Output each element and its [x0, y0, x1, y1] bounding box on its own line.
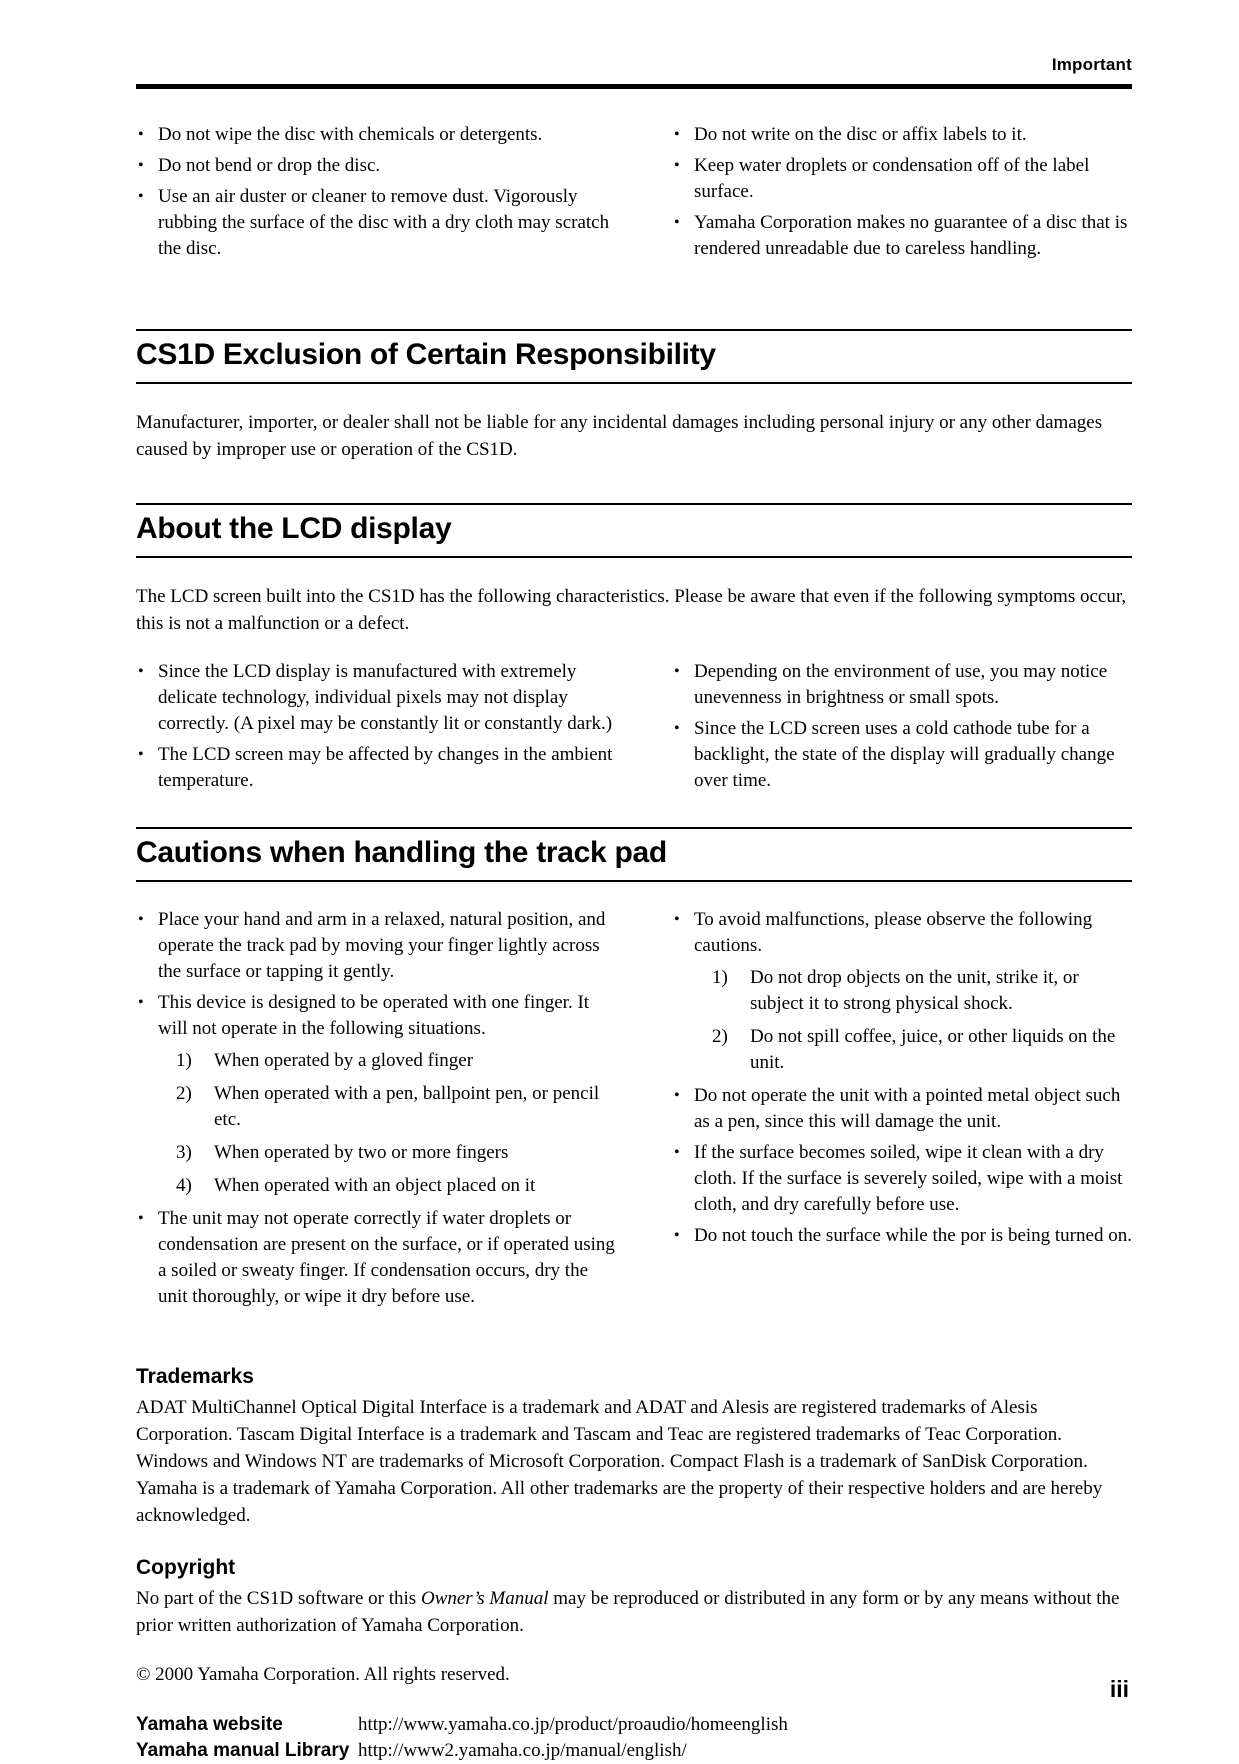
sublist-item-number: 2) — [712, 1026, 728, 1047]
list-item — [136, 122, 616, 148]
bullet-icon: • — [138, 994, 144, 1011]
bullet-icon: • — [138, 746, 144, 763]
sublist-item-text: When operated with a pen, ballpoint pen, or pencil etc. — [214, 1083, 600, 1130]
manual-library-url-link[interactable]: http://www2.yamaha.co.jp/manual/english/ — [358, 1740, 687, 1761]
list-item — [136, 153, 616, 179]
bullet-icon: • — [138, 126, 144, 143]
link-row — [136, 1712, 1132, 1738]
list-item-text: Use an air duster or cleaner to remove dust. Vigorously rubbing the surface of the disc with a dry cloth may scratch the disc. — [158, 186, 610, 259]
bullet-icon: • — [138, 663, 144, 680]
link-label: Yamaha website — [136, 1714, 283, 1735]
trackpad-section-heading — [136, 827, 1132, 882]
sublist-item-text: When operated by a gloved finger — [214, 1050, 474, 1071]
sublist-item-text: Do not drop objects on the unit, strike it, or subject it to strong physical shock. — [750, 967, 1079, 1014]
list-item-text: Yamaha Corporation makes no guarantee of a disc that is rendered unreadable due to careless handling. — [694, 212, 1128, 259]
sublist-item-number: 2) — [176, 1083, 192, 1104]
link-row — [136, 1738, 1132, 1764]
sublist-item-number: 1) — [712, 967, 728, 988]
list-item-text: To avoid malfunctions, please observe the following cautions. — [694, 909, 1093, 956]
lcd-intro: The LCD screen built into the CS1D has the following characteristics. Please be aware that even if the following symptoms occur, this is not a malfunction or a defect. — [136, 586, 1127, 634]
trademarks-title: Trademarks — [136, 1365, 254, 1388]
list-item — [672, 153, 1132, 205]
list-item — [136, 184, 616, 262]
sublist-item-number: 1) — [176, 1050, 192, 1071]
copyright-body-pre: No part of the CS1D software or this — [136, 1588, 421, 1609]
list-item — [672, 907, 1132, 1076]
section-title: CS1D Exclusion of Certain Responsibility — [136, 338, 716, 371]
sublist-item-number: 3) — [176, 1142, 192, 1163]
disc-care-right-list — [672, 122, 1132, 267]
sublist-item — [712, 965, 1132, 1017]
sublist-item — [176, 1081, 616, 1133]
list-item — [136, 659, 616, 737]
sublist-item-text: Do not spill coffee, juice, or other liquids on the unit. — [750, 1026, 1116, 1073]
list-item-text: The unit may not operate correctly if water droplets or condensation are present on the surface, or if operated using a soiled or sweaty finger. If condensation occurs, dry the unit thoroughly, or wipe it dry before use. — [158, 1208, 615, 1307]
trackpad-bullets — [136, 907, 1132, 1315]
bullet-icon: • — [138, 911, 144, 928]
sublist-item — [176, 1173, 616, 1199]
list-item-text: The LCD screen may be affected by changes in the ambient temperature. — [158, 744, 613, 791]
page-header — [136, 55, 1132, 89]
bullet-icon: • — [674, 1144, 680, 1161]
disc-care-left-list — [136, 122, 616, 267]
exclusion-section-heading — [136, 329, 1132, 384]
bullet-icon: • — [138, 1210, 144, 1227]
bullet-icon: • — [674, 663, 680, 680]
sublist-item-number: 4) — [176, 1175, 192, 1196]
list-item-text: Since the LCD screen uses a cold cathode tube for a backlight, the state of the display will gradually change over time. — [694, 718, 1115, 791]
page-header-label: Important — [1051, 55, 1132, 74]
list-item-text: This device is designed to be operated with one finger. It will not operate in the following situations. — [158, 992, 590, 1039]
list-item-text: Depending on the environment of use, you may notice unevenness in brightness or small spots. — [694, 661, 1108, 708]
sublist-item-text: When operated by two or more fingers — [214, 1142, 509, 1163]
bullet-icon: • — [674, 126, 680, 143]
lcd-right-list — [672, 659, 1132, 799]
list-item — [672, 716, 1132, 794]
list-item-text: Do not wipe the disc with chemicals or detergents. — [158, 124, 543, 145]
list-item-text: Keep water droplets or condensation off of the label surface. — [694, 155, 1090, 202]
links-block — [136, 1712, 1132, 1764]
sublist-item-text: When operated with an object placed on it — [214, 1175, 536, 1196]
list-item-text: Do not write on the disc or affix labels to it. — [694, 124, 1027, 145]
exclusion-body: Manufacturer, importer, or dealer shall not be liable for any incidental damages including personal injury or any other damages caused by improper use or operation of the CS1D. — [136, 412, 1103, 460]
lcd-left-list — [136, 659, 616, 799]
list-item — [672, 210, 1132, 262]
bullet-icon: • — [674, 1227, 680, 1244]
copyright-body-post: may be reproduced or distributed in any form or by any means without the prior written authorization of Yamaha Corporation. — [136, 1588, 1120, 1636]
trademarks-body: ADAT MultiChannel Optical Digital Interface is a trademark and ADAT and Alesis are registered trademarks of Alesis Corporation. Tascam Digital Interface is a trademark and Tascam and Teac are registered trademarks of Teac Corporation. Windows and Windows NT are trademarks of Microsoft Corporation. Compact Flash is a trademark of SanDisk Corporation. Yamaha is a trademark of Yamaha Corporation. All other trademarks are the property of their respective holders and are hereby acknowledged. — [136, 1397, 1103, 1526]
lcd-section-heading — [136, 503, 1132, 558]
list-item-text: Do not bend or drop the disc. — [158, 155, 381, 176]
list-item-text: Place your hand and arm in a relaxed, natural position, and operate the track pad by moving your finger lightly across the surface or tapping it gently. — [158, 909, 606, 982]
list-item — [672, 1223, 1132, 1249]
manual-name-italic: Owner’s Manual — [420, 1588, 549, 1609]
bullet-icon: • — [138, 188, 144, 205]
section-title: Cautions when handling the track pad — [136, 836, 667, 869]
list-item-text: Since the LCD display is manufactured with extremely delicate technology, individual pixels may not display correctly. (A pixel may be constantly lit or constantly dark.) — [158, 661, 613, 734]
lcd-bullets — [136, 659, 1132, 799]
sublist-item — [176, 1048, 616, 1074]
copyright-body — [136, 1585, 1132, 1639]
trackpad-left-list — [136, 907, 616, 1315]
sublist-item — [176, 1140, 616, 1166]
disc-care-section — [136, 122, 1132, 267]
list-item — [672, 1140, 1132, 1218]
numbered-sublist — [176, 1048, 616, 1199]
list-item — [136, 907, 616, 985]
copyright-title: Copyright — [136, 1556, 236, 1579]
bullet-icon: • — [674, 214, 680, 231]
website-url-link[interactable]: http://www.yamaha.co.jp/product/proaudio/homeenglish — [358, 1714, 788, 1735]
bullet-icon: • — [674, 1087, 680, 1104]
trackpad-right-list — [672, 907, 1132, 1315]
list-item-text: Do not touch the surface while the por is being turned on. — [694, 1225, 1132, 1246]
list-item — [136, 990, 616, 1199]
sublist-item — [712, 1024, 1132, 1076]
link-label: Yamaha manual Library — [136, 1740, 350, 1761]
list-item — [672, 659, 1132, 711]
list-item — [136, 742, 616, 794]
list-item-text: If the surface becomes soiled, wipe it clean with a dry cloth. If the surface is severely soiled, wipe with a moist cloth, and dry carefully before use. — [694, 1142, 1123, 1215]
section-title: About the LCD display — [136, 512, 452, 545]
numbered-sublist — [712, 965, 1132, 1076]
bullet-icon: • — [138, 157, 144, 174]
page-number: iii — [1109, 1676, 1129, 1702]
bullet-icon: • — [674, 157, 680, 174]
list-item — [136, 1206, 616, 1310]
bullet-icon: • — [674, 720, 680, 737]
list-item — [672, 122, 1132, 148]
bullet-icon: • — [674, 911, 680, 928]
list-item-text: Do not operate the unit with a pointed metal object such as a pen, since this will damage the unit. — [694, 1085, 1121, 1132]
list-item — [672, 1083, 1132, 1135]
copyright-notice: © 2000 Yamaha Corporation. All rights reserved. — [136, 1664, 510, 1685]
